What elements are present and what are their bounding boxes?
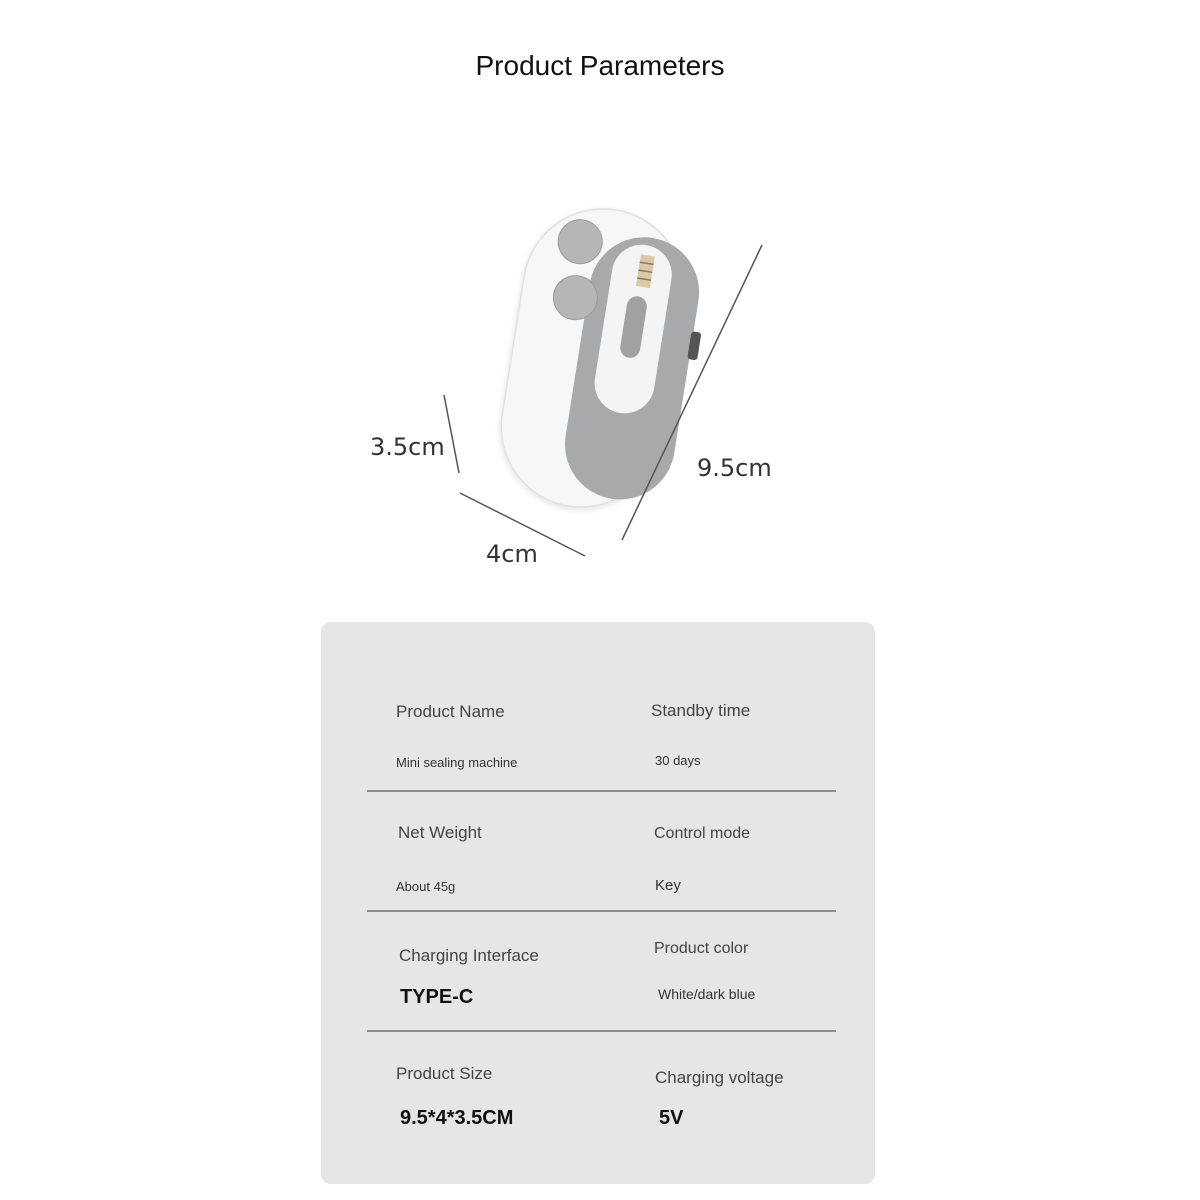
product-name-value: Mini sealing machine	[396, 755, 518, 770]
depth-label: 3.5cm	[370, 433, 445, 461]
page-title: Product Parameters	[475, 50, 725, 81]
product-name-label: Product Name	[396, 702, 505, 721]
width-label: 4cm	[486, 540, 538, 568]
product-color-value: White/dark blue	[658, 986, 756, 1002]
product-size-value: 9.5*4*3.5CM	[400, 1107, 514, 1129]
charging-voltage-label: Charging voltage	[655, 1068, 784, 1087]
charging-interface-label: Charging Interface	[399, 946, 539, 965]
control-mode-value: Key	[655, 877, 681, 894]
standby-time-label: Standby time	[651, 701, 751, 720]
standby-time-value: 30 days	[655, 753, 701, 768]
row-divider	[367, 910, 836, 912]
spec-panel	[321, 622, 875, 1184]
control-mode-label: Control mode	[654, 825, 751, 842]
product-color-label: Product color	[654, 940, 749, 957]
length-label: 9.5cm	[697, 454, 772, 482]
sealer-device	[490, 197, 719, 522]
depth-dimension-line	[444, 395, 459, 473]
net-weight-value: About 45g	[396, 879, 456, 894]
product-size-label: Product Size	[396, 1064, 493, 1083]
net-weight-label: Net Weight	[398, 823, 482, 842]
row-divider	[367, 1030, 836, 1032]
charging-voltage-value: 5V	[659, 1107, 684, 1129]
row-divider	[367, 790, 836, 792]
charging-interface-value: TYPE-C	[400, 986, 474, 1008]
